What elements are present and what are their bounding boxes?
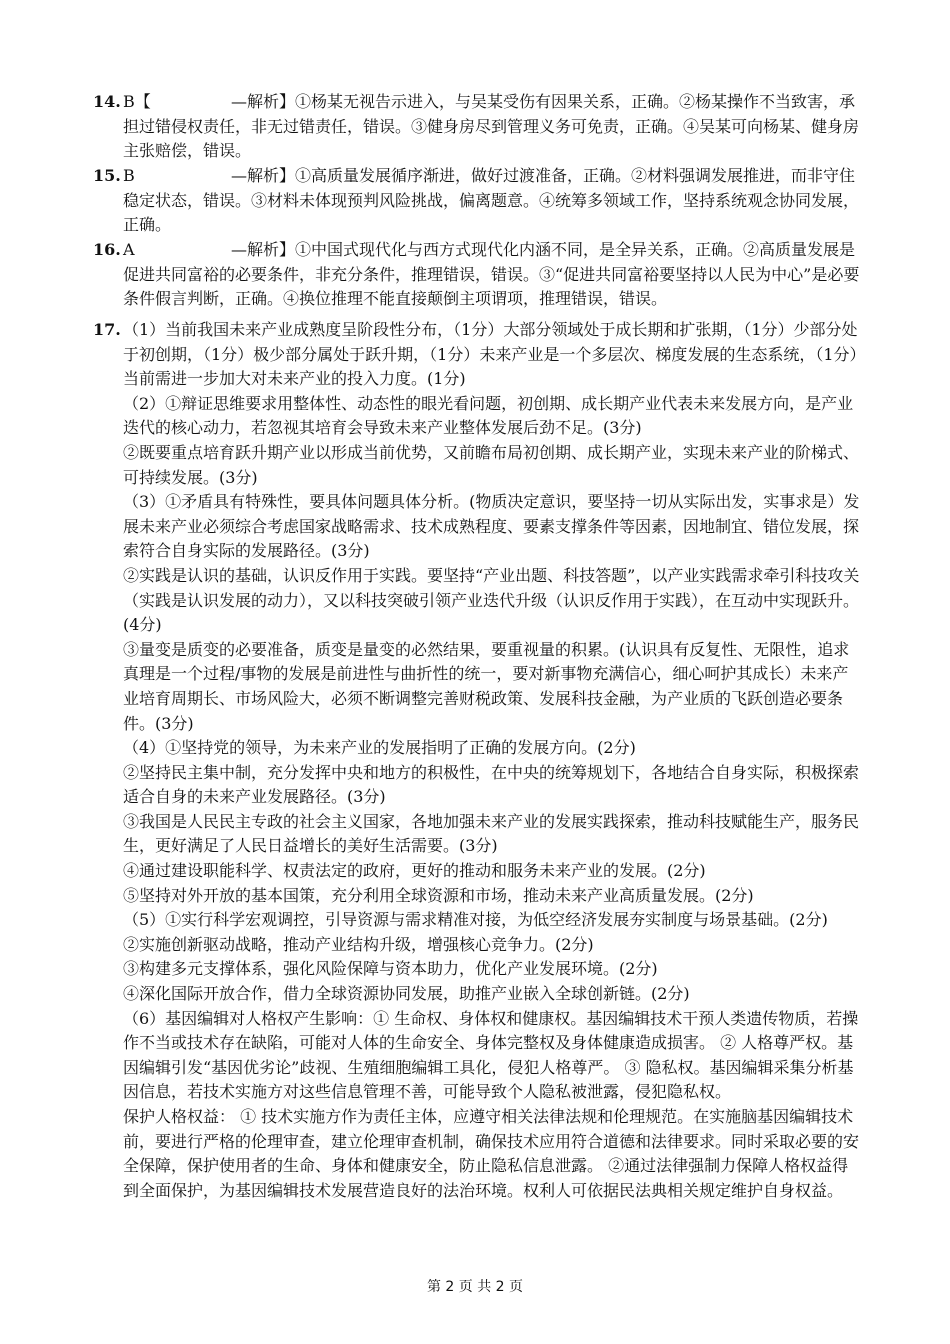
answer-paragraph: ④深化国际开放合作，借力全球资源协同发展，助推产业嵌入全球创新链。(2分) (123, 984, 690, 1004)
question-number: 14. (93, 92, 121, 111)
answer-paragraph: （5）①实行科学宏观调控，引导资源与需求精准对接，为低空经济发展夯实制度与场景基础。(2分) (123, 910, 828, 930)
answer-paragraph: 保护人格权益： ① 技术实施方作为责任主体，应遵守相关法律法规和伦理规范。在实施脑基因编辑技术前，要进行严格的伦理审查，建立伦理审查机制，确保技术应用符合道德和法律要求。同时采取必要的安全保障，保护使用者的生命、身体和健康安全，防止隐私信息泄露。 ②通过法律强制力保障人格权益得到全面保护，为基因编辑技术发展营造良好的法治环境。权利人可依据民法典相关规定维护自身权益。 (123, 1107, 860, 1200)
answer-paragraph: ③量变是质变的必要准备，质变是量变的必然结果，要重视量的积累。(认识具有反复性、无限性，追求真理是一个过程/事物的发展是前进性与曲折性的统一，要对新事物充满信心，细心呵护其成长）未来产业培育周期长、市场风险大，必须不断调整完善财税政策、发展科技金融，为产业质的飞跃创造必要条件。(3分) (123, 639, 850, 733)
answer-paragraph: ②既要重点培育跃升期产业以形成当前优势，又前瞻布局初创期、成长期产业，实现未来产业的阶梯式、可持续发展。(3分) (123, 442, 860, 487)
answer-paragraph: ③构建多元支撑体系，强化风险保障与资本助力，优化产业发展环境。(2分) (123, 959, 658, 979)
analysis-text: —解析】①中国式现代化与西方式现代化内涵不同，是全异关系，正确。②高质量发展是促进共同富裕的必要条件，非充分条件，推理错误，错误。③“促进共同富裕要坚持以人民为中心”是必要条件假言判断，正确。④换位推理不能直接颠倒主项谓项，推理错误，错误。 (123, 240, 860, 309)
question-16 (93, 238, 863, 312)
analysis-text: —解析】①杨某无视告示进入，与吴某受伤有因果关系，正确。②杨某操作不当致害，承担过错侵权责任，非无过错责任，错误。③健身房尽到管理义务可免责，正确。④吴某可向杨某、健身房主张赔偿，错误。 (123, 92, 860, 161)
answer-choice: B (123, 166, 135, 185)
answer-paragraph: ②实施创新驱动战略，推动产业结构升级，增强核心竞争力。(2分) (123, 934, 594, 954)
question-number: 17. (93, 320, 121, 339)
answer-paragraph: （2）①辩证思维要求用整体性、动态性的眼光看问题，初创期、成长期产业代表未来发展方向，是产业迭代的核心动力，若忽视其培育会导致未来产业整体发展后劲不足。(3分) (123, 393, 854, 438)
answer-paragraph: ②坚持民主集中制，充分发挥中央和地方的积极性，在中央的统筹规划下，各地结合自身实际，积极探索适合自身的未来产业发展路径。(3分) (123, 762, 860, 807)
answer-paragraph: （6）基因编辑对人格权产生影响：① 生命权、身体权和健康权。基因编辑技术干预人类遗传物质，若操作不当或技术存在缺陷，可能对人体的生命安全、身体完整权及身体健康造成损害。 ② 人格尊严权。基因编辑引发“基因优劣论”歧视、生殖细胞编辑工具化，侵犯人格尊严。 ③ 隐私权。基因编辑采集分析基因信息，若技术实施方对这些信息管理不善，可能导致个人隐私被泄露，侵犯隐私权。 (123, 1008, 859, 1102)
question-17 (93, 318, 863, 1203)
question-number: 16. (93, 240, 121, 259)
page-footer: 第 2 页 共 2 页 (426, 1279, 524, 1295)
answer-paragraph: ③我国是人民民主专政的社会主义国家，各地加强未来产业的发展实践探索，推动科技赋能生产，服务民生，更好满足了人民日益增长的美好生活需要。(3分) (123, 811, 860, 856)
question-number: 15. (93, 166, 121, 185)
question-body (123, 238, 863, 312)
answer-paragraph: ④通过建设职能科学、权责法定的政府，更好的推动和服务未来产业的发展。(2分) (123, 861, 706, 881)
question-body (123, 318, 863, 1203)
answer-paragraph: ②实践是认识的基础，认识反作用于实践。要坚持“产业出题、科技答题”，以产业实践需求牵引科技攻关（实践是认识发展的动力），又以科技突破引领产业迭代升级（认识反作用于实践），在互动中实现跃升。(4分) (123, 565, 860, 635)
question-15 (93, 164, 863, 238)
answer-paragraph: （1）当前我国未来产业成熟度呈阶段性分布，（1分）大部分领域处于成长期和扩张期，（1分）少部分处于初创期，（1分）极少部分属处于跃升期，（1分）未来产业是一个多层次、梯度发展的生态系统，（1分）当前需进一步加大对未来产业的投入力度。(1分) (123, 320, 858, 389)
answer-paragraph: （4）①坚持党的领导，为未来产业的发展指明了正确的发展方向。(2分) (123, 738, 636, 758)
answer-paragraph: （3）①矛盾具有特殊性，要具体问题具体分析。(物质决定意识，要坚持一切从实际出发，实事求是）发展未来产业必须综合考虑国家战略需求、技术成熟程度、要素支撑条件等因素，因地制宜、错位发展，探索符合自身实际的发展路径。(3分) (123, 492, 860, 561)
question-body (123, 90, 863, 164)
answer-choice: A (123, 240, 135, 259)
question-body (123, 164, 863, 238)
analysis-text: —解析】①高质量发展循序渐进，做好过渡准备，正确。②材料强调发展推进，而非守住稳定状态，错误。③材料未体现预判风险挑战，偏离题意。④统筹多领域工作，坚持系统观念协同发展，正确。 (123, 166, 860, 235)
answer-choice: B【 (123, 92, 151, 111)
answer-paragraph: ⑤坚持对外开放的基本国策，充分利用全球资源和市场，推动未来产业高质量发展。(2分) (123, 885, 754, 905)
question-14 (93, 90, 863, 164)
